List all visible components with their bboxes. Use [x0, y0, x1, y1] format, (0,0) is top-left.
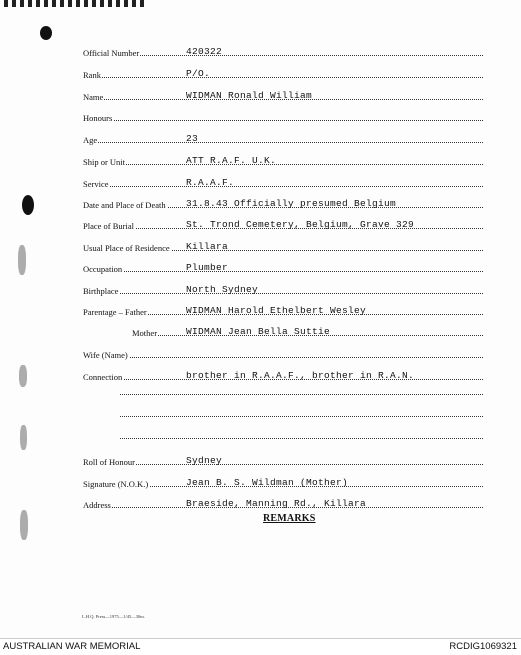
field-wife: Wife (Name): [83, 344, 483, 360]
field-value: brother in R.A.A.F., brother in R.A.N.: [186, 370, 415, 381]
scan-smear: [19, 365, 27, 387]
field-date-place-of-death: Date and Place of Death 31.8.43 Officially presumed Belgium: [83, 194, 483, 210]
field-value: Sydney: [186, 455, 223, 466]
field-usual-residence: Usual Place of Residence Killara: [83, 237, 483, 253]
scan-smear: [18, 245, 26, 275]
field-value: WIDMAN Harold Ethelbert Wesley: [186, 305, 367, 316]
field-age: Age 23: [83, 129, 483, 145]
field-value: R.A.A.F.: [186, 177, 235, 188]
field-value: 23: [186, 133, 199, 144]
archive-footer: [0, 638, 521, 655]
field-rank: Rank P/O.: [83, 64, 483, 80]
field-value: WIDMAN Ronald William: [186, 90, 313, 101]
field-roll-of-honour: Roll of Honour Sydney: [83, 451, 483, 467]
scan-edge-strip: [0, 0, 521, 10]
field-service: Service R.A.A.F.: [83, 173, 483, 189]
field-value: Braeside, Manning Rd., Killara: [186, 498, 367, 509]
printer-imprint: L.H.Q. Press—1975—1/45—30m.: [82, 614, 145, 619]
field-value: 420322: [186, 46, 223, 57]
blank-line: [120, 394, 483, 395]
field-honours: Honours: [83, 107, 483, 123]
remarks-heading: REMARKS: [263, 513, 316, 524]
scan-smear: [20, 510, 28, 540]
field-value: Plumber: [186, 262, 229, 273]
field-value: P/O.: [186, 68, 211, 79]
field-value: WIDMAN Jean Bella Suttie: [186, 326, 331, 337]
field-value: Jean B. S. Wildman (Mother): [186, 477, 349, 488]
field-connection: Connection brother in R.A.A.F., brother in R.A.N.: [83, 366, 483, 382]
field-birthplace: Birthplace North Sydney: [83, 280, 483, 296]
scan-smear: [20, 425, 27, 450]
field-occupation: Occupation Plumber: [83, 258, 483, 274]
field-signature: Signature (N.O.K.) Jean B. S. Wildman (Mother): [83, 473, 483, 489]
field-father: Parentage – Father WIDMAN Harold Ethelbert Wesley: [83, 301, 483, 317]
field-value: 31.8.43 Officially presumed Belgium: [186, 198, 397, 209]
footer-record-id: RCDIG1069321: [449, 641, 517, 652]
blank-line: [120, 438, 483, 439]
field-value: North Sydney: [186, 284, 259, 295]
field-official-number: Official Number 420322: [83, 42, 483, 58]
field-value: St. Trond Cemetery, Belgium, Grave 329: [186, 219, 415, 230]
blank-line: [120, 416, 483, 417]
field-place-of-burial: Place of Burial St. Trond Cemetery, Belgium, Grave 329: [83, 215, 483, 231]
field-ship-or-unit: Ship or Unit ATT R.A.F. U.K.: [83, 151, 483, 167]
field-mother: Mother WIDMAN Jean Bella Suttie: [83, 322, 483, 338]
field-value: Killara: [186, 241, 229, 252]
punch-hole: [40, 26, 52, 40]
field-address: Address Braeside, Manning Rd., Killara: [83, 494, 483, 510]
footer-institution: AUSTRALIAN WAR MEMORIAL: [3, 641, 141, 652]
field-name: Name WIDMAN Ronald William: [83, 86, 483, 102]
punch-hole: [22, 195, 34, 215]
field-value: ATT R.A.F. U.K.: [186, 155, 277, 166]
